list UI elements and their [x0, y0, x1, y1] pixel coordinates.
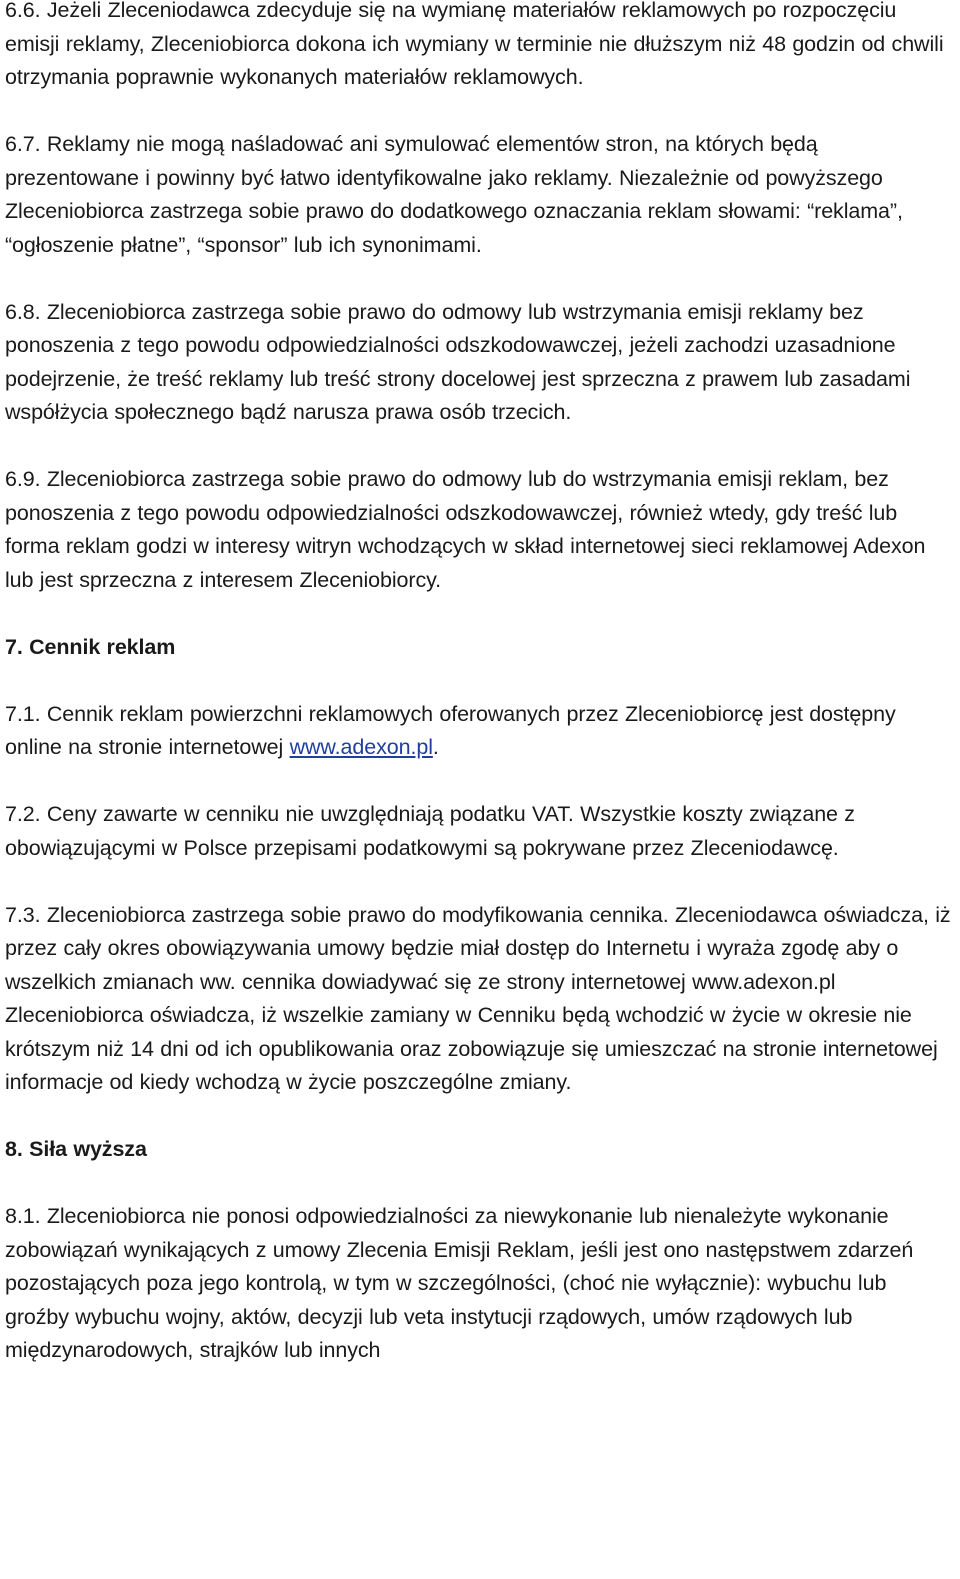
paragraph-6-7: 6.7. Reklamy nie mogą naśladować ani symulować elementów stron, na których będą prezentowane i powinny być łatwo identyfikowalne jako reklamy. Niezależnie od powyższego Zleceniobiorca zastrzega sobie prawo do dodatkowego oznaczania reklam słowami: “reklama”, “ogłoszenie płatne”, “sponsor” lub ich synonimami. — [5, 132, 903, 257]
paragraph-7-1 — [5, 698, 954, 765]
paragraph-6-6: 6.6. Jeżeli Zleceniodawca zdecyduje się na wymianę materiałów reklamowych po rozpoczęciu emisji reklamy, Zleceniobiorca dokona ich wymiany w terminie nie dłuższym niż 48 godzin od chwili otrzymania poprawnie wykonanych materiałów reklamowych. — [5, 0, 944, 89]
paragraph-7-1-text: 7.1. Cennik reklam powierzchni reklamowych oferowanych przez Zleceniobiorcę jest dostępny online na stronie internetowej — [5, 701, 896, 759]
paragraph-7-3: 7.3. Zleceniobiorca zastrzega sobie prawo do modyfikowania cennika. Zleceniodawca oświadcza, iż przez cały okres obowiązywania umowy będzie miał dostęp do Internetu i wyraża zgodę aby o wszelkich zmianach ww. cennika dowiadywać się ze strony internetowej www.adexon.pl — [5, 902, 951, 994]
paragraph-7-1-end: . — [432, 735, 439, 759]
section-heading-7: 7. Cennik reklam — [5, 634, 176, 659]
paragraph-7-2: 7.2. Ceny zawarte w cenniku nie uwzględniają podatku VAT. Wszystkie koszty związane z obowiązującymi w Polsce przepisami podatkowymi są pokrywane przez Zleceniodawcę. — [5, 802, 855, 860]
section-heading-8: 8. Siła wyższa — [5, 1137, 147, 1161]
paragraph-6-8: 6.8. Zleceniobiorca zastrzega sobie prawo do odmowy lub wstrzymania emisji reklamy bez ponoszenia z tego powodu odpowiedzialności odszkodowawczej, jeżeli zachodzi uzasadnione podejrzenie, że treść reklamy lub treść strony docelowej jest sprzeczna z prawem lub zasadami współżycia społecznego bądź narusza prawa osób trzecich. — [5, 299, 911, 424]
paragraph-7-3-continued: Zleceniobiorca oświadcza, iż wszelkie zamiany w Cenniku będą wchodzić w życie w okresie nie krótszym niż 14 dni od ich opublikowania oraz zobowiązuje się umieszczać na stronie internetowej informacje od kiedy wchodzą w życie poszczególne zmiany. — [5, 1003, 938, 1094]
paragraph-8-1: 8.1. Zleceniobiorca nie ponosi odpowiedzialności za niewykonanie lub nienależyte wykonanie zobowiązań wynikających z umowy Zlecenia Emisji Reklam, jeśli jest ono następstwem zdarzeń pozostających poza jego kontrolą, w tym w szczególności, (choć nie wyłącznie): wybuchu lub groźby wybuchu wojny, aktów, decyzji lub veta instytucji rządowych, umów rządowych lub międzynarodowych, strajków lub innych — [5, 1204, 914, 1362]
adexon-link[interactable]: www.adexon.pl — [289, 735, 433, 759]
paragraph-6-9: 6.9. Zleceniobiorca zastrzega sobie prawo do odmowy lub do wstrzymania emisji reklam, bez ponoszenia z tego powodu odpowiedzialności odszkodowawczej, również wtedy, gdy treść lub forma reklam godzi w interesy witryn wchodzących w skład internetowej sieci reklamowej Adexon lub jest sprzeczna z interesem Zleceniobiorcy. — [5, 467, 926, 592]
